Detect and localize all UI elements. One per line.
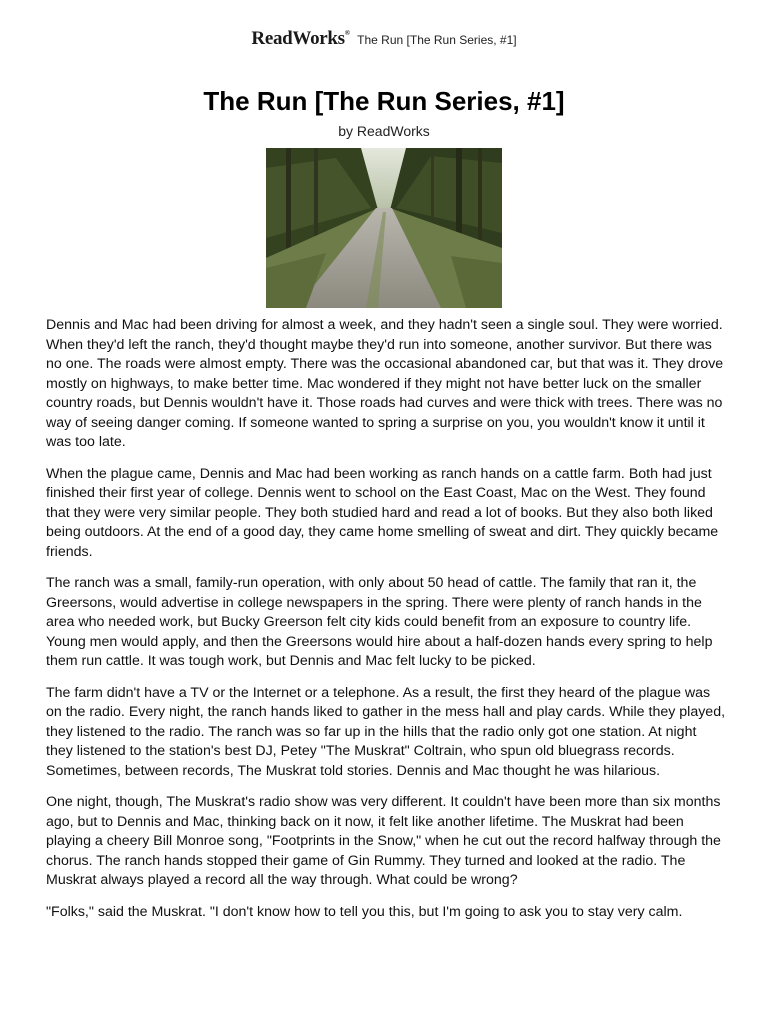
readworks-logo: ReadWorks® [251,28,350,49]
page-header [0,28,768,50]
forest-road-photo [266,148,502,308]
byline: by ReadWorks [338,123,430,139]
paragraph-1: Dennis and Mac had been driving for almost a week, and they hadn't seen a single soul. They were worried. When they'd left the ranch, they'd thought maybe they'd run into someone, another survivor. But there was no one. The roads were almost empty. There was the occasional abandoned car, but that was it. They drove mostly on highways, to make better time. Mac wondered if they might not have better luck on the smaller country roads, but Dennis wouldn't have it. Those roads had curves and were thick with trees. There was no way of seeing danger coming. If someone wanted to spring a surprise on you, you wouldn't know it until it was too late. [46,317,724,450]
paragraph-4: The farm didn't have a TV or the Internet or a telephone. As a result, the first they heard of the plague was on the radio. Every night, the ranch hands liked to gather in the mess hall and play cards. While they played, they listened to the radio. The ranch was so far up in the hills that the radio only got one station. At night they listened to the station's best DJ, Petey "The Muskrat" Coltrain, who spun old bluegrass records. Sometimes, between records, The Muskrat told stories. Dennis and Mac thought he was hilarious. [46,684,726,779]
header-doc-title: The Run [The Run Series, #1] [357,33,517,47]
paragraph-5: One night, though, The Muskrat's radio show was very different. It couldn't have been more than six months ago, but to Dennis and Mac, thinking back on it now, it felt like another lifetime. The Muskrat had been playing a cheery Bill Monroe song, "Footprints in the Snow," when he cut out the record halfway through the chorus. The ranch hands stopped their game of Gin Rummy. They turned and looked at the radio. The Muskrat always played a record all the way through. What could be wrong? [46,794,721,888]
paragraph-2: When the plague came, Dennis and Mac had been working as ranch hands on a cattle farm. Both had just finished their first year of college. Dennis went to school on the East Coast, Mac on the West. They found that they were very similar people. They both studied hard and read a lot of books. But they also both liked being outdoors. At the end of a good day, they came home smelling of sweat and dirt. They quickly became friends. [46,465,719,560]
page-title: The Run [The Run Series, #1] [203,86,565,116]
article-body [46,316,726,934]
paragraph-6: "Folks," said the Muskrat. "I don't know how to tell you this, but I'm going to ask you to stay very calm. [46,903,683,920]
paragraph-3: The ranch was a small, family-run operation, with only about 50 head of cattle. The family that ran it, the Greersons, would advertise in college newspapers in the spring. There were plenty of ranch hands in the area who needed work, but Bucky Greerson felt city kids could benefit from an exposure to country life. Young men would apply, and then the Greersons would hire about a half-dozen hands every spring to help them run cattle. It was tough work, but Dennis and Mac felt lucky to be picked. [46,575,713,669]
